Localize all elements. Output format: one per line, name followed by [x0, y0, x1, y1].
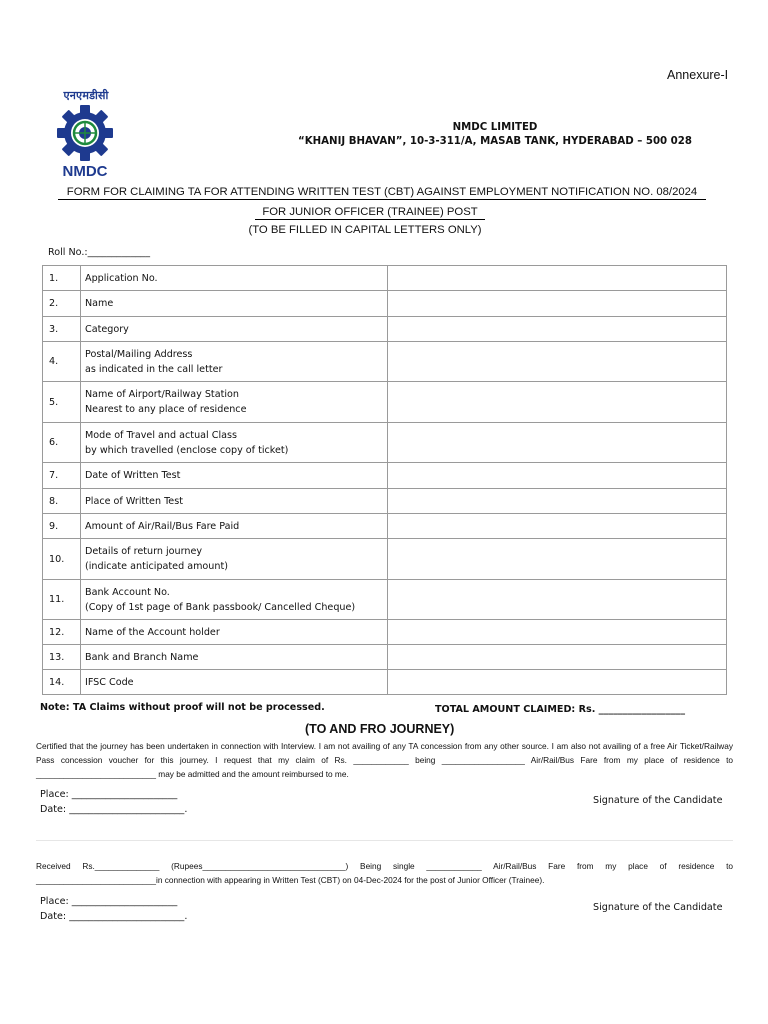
row-number: 11.	[43, 580, 81, 620]
row-label	[81, 342, 388, 382]
row-value-field[interactable]	[388, 514, 727, 539]
row-label-line: Application No.	[85, 272, 158, 284]
row-label	[81, 423, 388, 463]
row-label-line: Place of Written Test	[85, 495, 183, 507]
row-label	[81, 266, 388, 291]
row-number: 2.	[43, 291, 81, 317]
place-date-block-1	[40, 787, 187, 817]
section-divider	[36, 840, 733, 841]
row-label	[81, 620, 388, 645]
row-value-field[interactable]	[388, 463, 727, 489]
roll-number-field[interactable]: Roll No.:_____________	[48, 247, 151, 258]
annexure-label: Annexure-I	[667, 68, 729, 82]
row-label-line: Date of Written Test	[85, 470, 181, 481]
logo-hindi-text: एनएमडीसी	[63, 89, 109, 102]
table-row	[43, 645, 727, 670]
table-row	[43, 317, 727, 342]
row-value-field[interactable]	[388, 342, 727, 382]
claim-details-table	[42, 265, 727, 695]
row-label-line: Postal/Mailing Address	[85, 348, 193, 360]
row-value-field[interactable]	[388, 317, 727, 342]
row-number: 5.	[43, 382, 81, 423]
row-value-field[interactable]	[388, 423, 727, 463]
table-row	[43, 382, 727, 423]
nmdc-logo	[48, 88, 122, 183]
date-field[interactable]: Date: ________________________.	[40, 804, 188, 815]
row-label-line: IFSC Code	[85, 676, 134, 688]
proof-note: Note: TA Claims without proof will not be processed.	[40, 702, 325, 713]
table-row	[43, 539, 727, 580]
row-value-field[interactable]	[388, 670, 727, 695]
row-label	[81, 514, 388, 539]
table-row	[43, 514, 727, 539]
row-value-field[interactable]	[388, 645, 727, 670]
journey-heading: (TO AND FRO JOURNEY)	[305, 722, 455, 736]
row-label	[81, 489, 388, 514]
table-row	[43, 670, 727, 695]
row-label-line: Amount of Air/Rail/Bus Fare Paid	[85, 520, 240, 532]
row-label	[81, 670, 388, 695]
row-label-line: as indicated in the call letter	[85, 363, 223, 375]
row-number: 7.	[43, 463, 81, 489]
row-label-line: Category	[85, 323, 129, 335]
post-title: FOR JUNIOR OFFICER (TRAINEE) POST	[255, 206, 485, 220]
row-label-line: Bank and Branch Name	[85, 651, 199, 663]
row-label-line: by which travelled (enclose copy of ticket)	[85, 444, 289, 456]
row-value-field[interactable]	[388, 291, 727, 317]
form-title: FORM FOR CLAIMING TA FOR ATTENDING WRITTEN TEST (CBT) AGAINST EMPLOYMENT NOTIFICATION NO. 08/2024	[58, 186, 706, 200]
row-value-field[interactable]	[388, 382, 727, 423]
row-value-field[interactable]	[388, 620, 727, 645]
table-row	[43, 342, 727, 382]
total-amount-field[interactable]: TOTAL AMOUNT CLAIMED: Rs. __________________	[435, 704, 686, 715]
row-number: 9.	[43, 514, 81, 539]
row-value-field[interactable]	[388, 580, 727, 620]
table-row	[43, 463, 727, 489]
company-name: NMDC LIMITED	[452, 122, 538, 133]
logo-brand-text: NMDC	[62, 163, 108, 180]
table-row	[43, 580, 727, 620]
row-number: 13.	[43, 645, 81, 670]
row-label	[81, 317, 388, 342]
row-label-line: Details of return journey	[85, 546, 203, 557]
table-row	[43, 291, 727, 317]
row-number: 1.	[43, 266, 81, 291]
row-label	[81, 382, 388, 423]
place-field[interactable]: Place: ______________________	[40, 896, 178, 907]
row-value-field[interactable]	[388, 489, 727, 514]
row-label-line: (indicate anticipated amount)	[85, 561, 228, 572]
row-label	[81, 539, 388, 580]
place-date-block-2	[40, 894, 187, 924]
row-label	[81, 291, 388, 317]
row-label-line: Mode of Travel and actual Class	[85, 429, 237, 441]
candidate-signature: Signature of the Candidate	[593, 795, 723, 806]
row-label-line: Nearest to any place of residence	[85, 404, 247, 415]
row-value-field[interactable]	[388, 539, 727, 580]
place-field[interactable]: Place: ______________________	[40, 789, 178, 800]
row-value-field[interactable]	[388, 266, 727, 291]
row-label	[81, 580, 388, 620]
table-row	[43, 620, 727, 645]
row-number: 14.	[43, 670, 81, 695]
date-field[interactable]: Date: ________________________.	[40, 911, 188, 922]
row-label-line: Name of the Account holder	[85, 626, 220, 638]
row-label	[81, 463, 388, 489]
row-label-line: Name	[85, 298, 114, 309]
candidate-signature: Signature of the Candidate	[593, 902, 723, 913]
company-header	[290, 121, 700, 149]
row-number: 12.	[43, 620, 81, 645]
row-label	[81, 645, 388, 670]
table-row	[43, 423, 727, 463]
row-number: 4.	[43, 342, 81, 382]
row-number: 3.	[43, 317, 81, 342]
company-address: “KHANIJ BHAVAN”, 10-3-311/A, MASAB TANK, HYDERABAD – 500 028	[298, 136, 692, 147]
row-label-line: (Copy of 1st page of Bank passbook/ Cancelled Cheque)	[85, 601, 356, 613]
row-number: 6.	[43, 423, 81, 463]
certificate-text: Certified that the journey has been undertaken in connection with Interview. I am not availing of any TA concession from any other source. I am also not availing of a free Air Ticket/Railway Pass concession voucher for this journey. I request that my claim of Rs. ____________ being __________________ Air/Rail/Bus Fare from my place of residence to __________________________ may be admitted and the amount reimbursed to me.	[36, 741, 733, 779]
row-label-line: Bank Account No.	[85, 586, 170, 598]
row-label-line: Name of Airport/Railway Station	[85, 389, 239, 400]
table-row	[43, 266, 727, 291]
table-row	[43, 489, 727, 514]
gear-icon	[50, 104, 120, 162]
row-number: 10.	[43, 539, 81, 580]
row-number: 8.	[43, 489, 81, 514]
capital-letters-instruction: (TO BE FILLED IN CAPITAL LETTERS ONLY)	[248, 224, 482, 236]
receipt-text: Received Rs.______________ (Rupees_______________________________) Being single ____________ Air/Rail/Bus Fare from my place of residence to __________________________in connection with appearing in Written Test (CBT) on 04-Dec-2024 for the post of Junior Officer (Trainee).	[36, 861, 733, 885]
